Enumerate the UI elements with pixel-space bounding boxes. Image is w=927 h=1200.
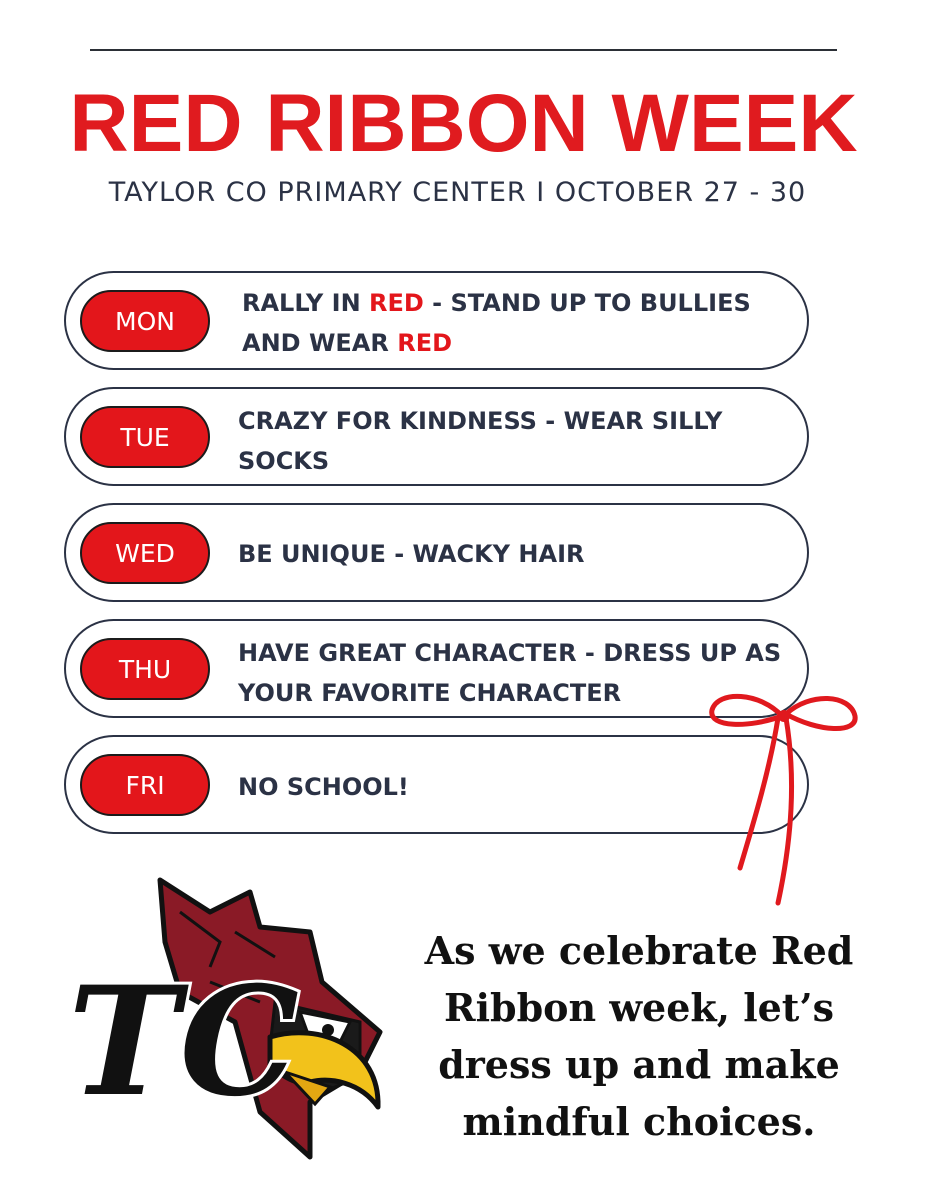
page-subtitle: TAYLOR CO PRIMARY CENTER I OCTOBER 27 - 30 (108, 177, 807, 208)
desc-highlight: RED (369, 289, 424, 317)
schedule-row-wed (64, 503, 809, 602)
day-description-wed: BE UNIQUE - WACKY HAIR (238, 540, 585, 568)
day-description-tue: CRAZY FOR KINDNESS - WEAR SILLY SOCKS (238, 407, 723, 475)
desc-text: - STAND UP TO BULLIES AND WEAR (242, 289, 751, 357)
desc-text: RALLY IN (242, 289, 370, 317)
tc-logo-letters (68, 954, 299, 1130)
schedule-row-thu (64, 619, 809, 718)
top-divider (90, 49, 837, 51)
day-badge-mon: MON (80, 290, 210, 352)
schedule-row-mon (64, 271, 809, 370)
day-badge-thu: THU (80, 638, 210, 700)
schedule-row-fri (64, 735, 809, 834)
day-badge-fri: FRI (80, 754, 210, 816)
schedule-row-tue (64, 387, 809, 486)
day-badge-wed: WED (80, 522, 210, 584)
page-title: RED RIBBON WEEK (69, 78, 858, 169)
day-description-thu: HAVE GREAT CHARACTER - DRESS UP AS YOUR FAVORITE CHARACTER (238, 639, 782, 707)
desc-highlight: RED (397, 329, 453, 357)
day-badge-tue: TUE (80, 406, 210, 468)
closing-message: As we celebrate Red Ribbon week, let’s dress up and make mindful choices. (424, 928, 854, 1144)
day-description-fri: NO SCHOOL! (238, 773, 409, 801)
cardinal-mascot-logo (60, 872, 390, 1172)
ribbon-bow-icon (700, 688, 870, 908)
day-description-mon (242, 283, 802, 363)
svg-text:TC: TC (68, 954, 300, 1130)
